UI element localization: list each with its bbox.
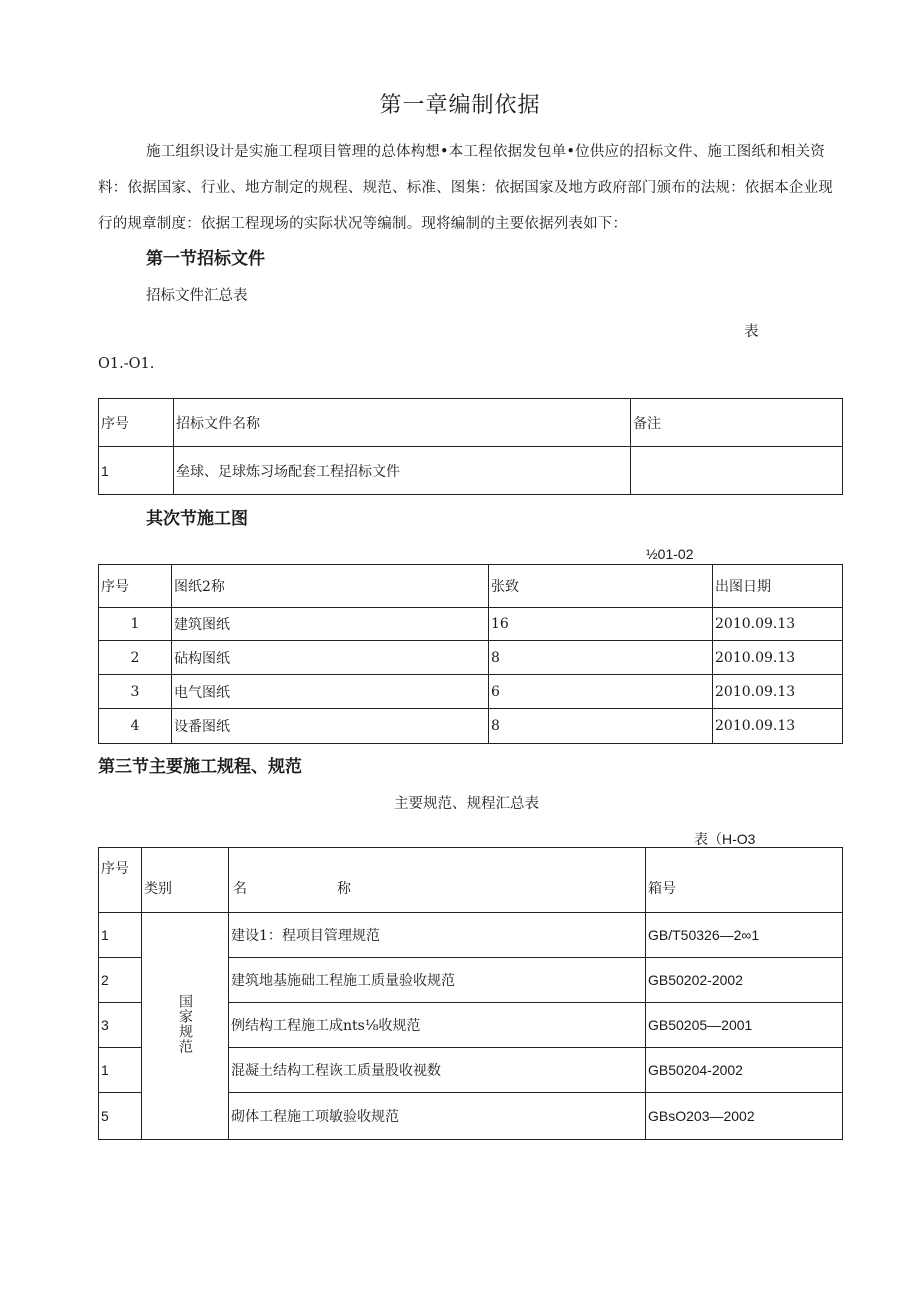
table-cell: 3 bbox=[99, 675, 172, 709]
table-cell bbox=[631, 447, 843, 495]
table-cell: 设番图纸 bbox=[172, 709, 489, 744]
table-cell: 4 bbox=[99, 709, 172, 744]
header-cell: 序号 bbox=[99, 848, 142, 913]
header-cell: 备注 bbox=[631, 399, 843, 447]
table-row bbox=[99, 709, 843, 744]
section2-table-label: ½01-02 bbox=[646, 546, 694, 562]
table-row bbox=[99, 608, 843, 641]
header-cell: 序号 bbox=[99, 565, 172, 608]
category-cell bbox=[142, 913, 229, 1140]
table-cell: 1 bbox=[99, 913, 142, 958]
section3-caption: 主要规范、规程汇总表 bbox=[394, 796, 539, 812]
table-cell: GB50205—2001 bbox=[646, 1003, 843, 1048]
table-cell: 例结构工程施工成nts⅛收规范 bbox=[229, 1003, 646, 1048]
header-cell: 出图日期 bbox=[713, 565, 843, 608]
table-row bbox=[99, 913, 843, 958]
table-header-row bbox=[99, 565, 843, 608]
table-cell: 3 bbox=[99, 1003, 142, 1048]
chapter-title: 第一章编制依据 bbox=[379, 93, 541, 118]
section1-table-label-1: 表 bbox=[744, 324, 759, 340]
header-cell-name-part2: 称 bbox=[337, 881, 351, 897]
table-cell: 建设1：程项目管理规范 bbox=[229, 913, 646, 958]
table-cell: 2010.09.13 bbox=[713, 675, 843, 709]
section1-caption: 招标文件汇总表 bbox=[146, 288, 248, 304]
header-cell: 类别 bbox=[142, 848, 229, 913]
table-cell: GBsO203—2002 bbox=[646, 1093, 843, 1140]
header-cell-name-part1: 名 bbox=[233, 881, 247, 897]
table-cell: 1 bbox=[99, 608, 172, 641]
table-cell: 建筑图纸 bbox=[172, 608, 489, 641]
category-label: 国家规范 bbox=[177, 994, 193, 1054]
table-header-row bbox=[99, 399, 843, 447]
standards-table bbox=[98, 847, 843, 1140]
table-cell: 5 bbox=[99, 1093, 142, 1140]
table-cell: 2 bbox=[99, 958, 142, 1003]
table-cell: 砧构图纸 bbox=[172, 641, 489, 675]
table-cell: 2010.09.13 bbox=[713, 608, 843, 641]
table-cell: 2 bbox=[99, 641, 172, 675]
table-cell: 砌体工程施工项敏验收规范 bbox=[229, 1093, 646, 1140]
table-cell: GB/T50326—2∞1 bbox=[646, 913, 843, 958]
table-cell: 2010.09.13 bbox=[713, 709, 843, 744]
header-cell: 图纸2称 bbox=[172, 565, 489, 608]
table-row bbox=[99, 447, 843, 495]
header-cell: 序号 bbox=[99, 399, 174, 447]
table-row bbox=[99, 675, 843, 709]
table-cell: 8 bbox=[489, 641, 713, 675]
table-cell: 电气图纸 bbox=[172, 675, 489, 709]
table-cell: 16 bbox=[489, 608, 713, 641]
header-cell: 招标文件名称 bbox=[174, 399, 631, 447]
table-row bbox=[99, 641, 843, 675]
intro-paragraph: 施工组织设计是实施工程项目管理的总体构想•本工程依据发包单•位供应的招标文件、施工图纸和相关资料：依据国家、行业、地方制定的规程、规范、标准、图集：依据国家及地方政府部门颁布的法规：依据本企业现行的规章制度：依据工程现场的实际状况等编制。现将编制的主要依据列表如下： bbox=[98, 144, 833, 232]
drawings-table bbox=[98, 564, 843, 744]
section3-heading: 第三节主要施工规程、规范 bbox=[98, 757, 302, 777]
bid-documents-table bbox=[98, 398, 843, 495]
table-cell: 1 bbox=[99, 1048, 142, 1093]
table-cell: 1 bbox=[99, 447, 174, 495]
section1-heading: 第一节招标文件 bbox=[146, 249, 265, 269]
table-cell: GB50204-2002 bbox=[646, 1048, 843, 1093]
section1-table-label-2: O1.-O1. bbox=[98, 356, 155, 372]
section2-heading: 其次节施工图 bbox=[146, 509, 248, 529]
table-header-row bbox=[99, 848, 843, 913]
section3-table-label: 表（H-O3 bbox=[694, 831, 756, 847]
header-cell: 张致 bbox=[489, 565, 713, 608]
table-cell: 6 bbox=[489, 675, 713, 709]
table-cell: 8 bbox=[489, 709, 713, 744]
table-cell: GB50202-2002 bbox=[646, 958, 843, 1003]
table-cell: 建筑地基施础工程施工质量验收规范 bbox=[229, 958, 646, 1003]
table-cell: 2010.09.13 bbox=[713, 641, 843, 675]
table-cell: 混凝土结构工程诙工质量股收视数 bbox=[229, 1048, 646, 1093]
header-cell-name bbox=[229, 848, 646, 913]
table-cell: 垒球、足球炼习场配套工程招标文件 bbox=[174, 447, 631, 495]
header-cell: 箱号 bbox=[646, 848, 843, 913]
